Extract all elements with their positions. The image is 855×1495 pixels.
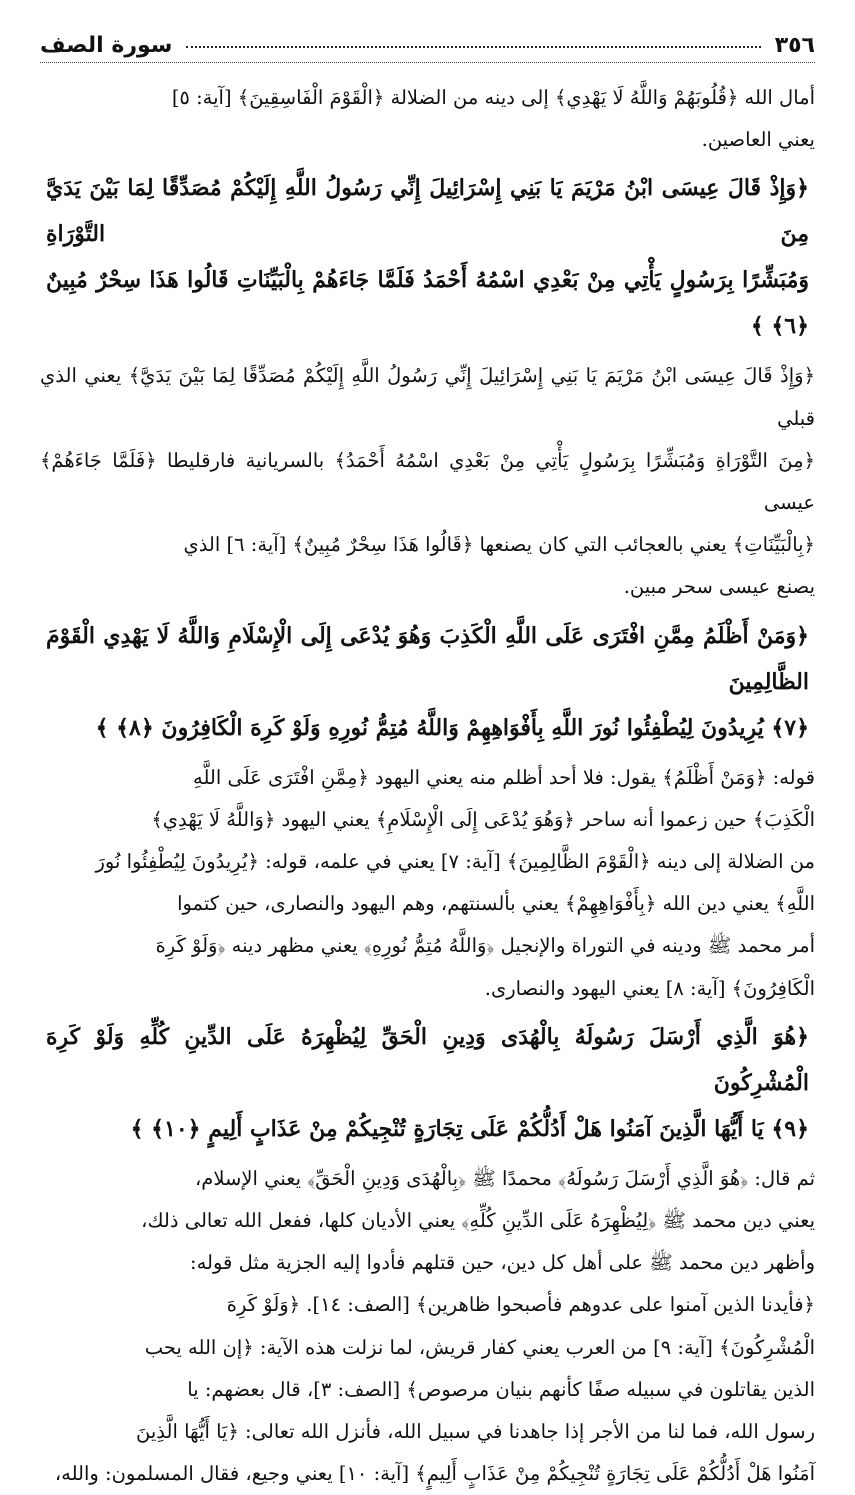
page-header bbox=[40, 18, 815, 63]
surah-title: سورة الصف bbox=[40, 33, 173, 58]
text-line: الْكَافِرُونَ﴾ [آية: ٨] يعني اليهود والنصارى. bbox=[484, 976, 815, 1000]
commentary-paragraph-3 bbox=[40, 757, 815, 1010]
text-line: ﴿فأيدنا الذين آمنوا على عدوهم فأصبحوا ظاهرين﴾ [الصف: ١٤]. ﴿وَلَوْ كَرِهَ bbox=[226, 1293, 815, 1317]
text-line: ﴿مِنَ التَّوْرَاةِ وَمُبَشِّرًا بِرَسُولٍ يَأْتِي مِنْ بَعْدِي اسْمُهُ أَحْمَدُ﴾ بالسريانية فارقليطا ﴿فَلَمَّا جَاءَهُمْ﴾ عيسى bbox=[40, 448, 815, 515]
text-line: اللَّهِ﴾ يعني دين الله ﴿بِأَفْوَاهِهِمْ﴾ يعني بألسنتهم، وهم اليهود والنصارى، حين كتموا bbox=[177, 892, 815, 916]
text-line: ﴿وَإِذْ قَالَ عِيسَى ابْنُ مَرْيَمَ يَا بَنِي إِسْرَائِيلَ إِنِّي رَسُولُ اللَّهِ إِلَيْكُمْ مُصَدِّقًا لِمَا بَيْنَ يَدَيَّ﴾ يعني الذي قبلي bbox=[40, 364, 815, 430]
text-line: أمر محمد ﷺ ودينه في التوراة والإنجيل ﴿وَاللَّهُ مُتِمُّ نُورِهِ﴾ يعني مظهر دينه ﴿وَلَوْ كَرِهَ bbox=[155, 934, 815, 958]
quran-verses-6 bbox=[40, 165, 815, 349]
text-line: ﴿بِالْبَيِّنَاتِ﴾ يعني بالعجائب التي كان يصنعها ﴿قَالُوا هَذَا سِحْرٌ مُبِينٌ﴾ [آية: ٦] الذي bbox=[183, 533, 815, 557]
text-line: رسول الله، فما لنا من الأجر إذا جاهدنا في سبيل الله، فأنزل الله تعالى: ﴿يَا أَيُّهَا الَّذِينَ bbox=[136, 1420, 815, 1444]
commentary-paragraph-4 bbox=[40, 1158, 815, 1495]
page-number: ٣٥٦ bbox=[774, 33, 815, 58]
text-line: وأظهر دين محمد ﷺ على أهل كل دين، حين قتلهم فأدوا إليه الجزية مثل قوله: bbox=[190, 1251, 815, 1275]
text-line: يعني دين محمد ﷺ ﴿لِيُظْهِرَهُ عَلَى الدِّينِ كُلِّهِ﴾ يعني الأديان كلها، ففعل الله تعالى ذلك، bbox=[141, 1209, 815, 1233]
text-line: يصنع عيسى سحر مبين. bbox=[623, 575, 815, 599]
text-line: آمَنُوا هَلْ أَدُلُّكُمْ عَلَى تِجَارَةٍ تُنْجِيكُمْ مِنْ عَذَابٍ أَلِيمٍ﴾ [آية: ١٠] يعني وجيع، فقال المسلمون: والله، bbox=[54, 1462, 815, 1486]
quran-verses-7-8 bbox=[40, 613, 815, 751]
verse-line: ﴿٧﴾ يُرِيدُونَ لِيُطْفِئُوا نُورَ اللَّهِ بِأَفْوَاهِهِمْ وَاللَّهُ مُتِمُّ نُورِهِ وَلَوْ كَرِهَ الْكَافِرُونَ ﴿٨﴾ ﴾ bbox=[95, 714, 809, 741]
text-line: الْمُشْرِكُونَ﴾ [آية: ٩] من العرب يعني كفار قريش، لما نزلت هذه الآية: ﴿إن الله يحب bbox=[144, 1335, 815, 1359]
commentary-paragraph-2 bbox=[40, 355, 815, 608]
commentary-paragraph-1 bbox=[40, 77, 815, 161]
text-line: قوله: ﴿وَمَنْ أَظْلَمُ﴾ يقول: فلا أحد أظلم منه يعني اليهود ﴿مِمَّنِ افْتَرَى عَلَى اللَّهِ bbox=[192, 765, 815, 789]
header-dotted-leader bbox=[186, 46, 760, 48]
verse-line: ﴿وَمَنْ أَظْلَمُ مِمَّنِ افْتَرَى عَلَى اللَّهِ الْكَذِبَ وَهُوَ يُدْعَى إِلَى الْإِسْلَامِ وَاللَّهُ لَا يَهْدِي الْقَوْمَ الظَّالِمِينَ bbox=[46, 622, 809, 695]
verse-line: ﴿وَإِذْ قَالَ عِيسَى ابْنُ مَرْيَمَ يَا بَنِي إِسْرَائِيلَ إِنِّي رَسُولُ اللَّهِ إِلَيْكُمْ مُصَدِّقًا لِمَا بَيْنَ يَدَيَّ مِنَ التَّوْرَاةِ bbox=[46, 175, 809, 248]
text-line: الْكَذِبَ﴾ حين زعموا أنه ساحر ﴿وَهُوَ يُدْعَى إِلَى الْإِسْلَامِ﴾ يعني اليهود ﴿وَاللَّهُ لَا يَهْدِي﴾ bbox=[151, 807, 815, 831]
text-line: الذين يقاتلون في سبيله صفًا كأنهم بنيان مرصوص﴾ [الصف: ٣]، قال بعضهم: يا bbox=[187, 1377, 815, 1401]
text-line: أمال الله ﴿قُلُوبَهُمْ وَاللَّهُ لَا يَهْدِي﴾ إلى دينه من الضلالة ﴿الْقَوْمَ الْفَاسِقِينَ﴾ [آية: ٥] bbox=[171, 86, 815, 109]
text-line: من الضلالة إلى دينه ﴿الْقَوْمَ الظَّالِمِينَ﴾ [آية: ٧] يعني في علمه، قوله: ﴿يُرِيدُونَ لِيُطْفِئُوا نُورَ bbox=[95, 850, 815, 874]
quran-verses-9-10 bbox=[40, 1014, 815, 1152]
verse-line: ﴿هُوَ الَّذِي أَرْسَلَ رَسُولَهُ بِالْهُدَى وَدِينِ الْحَقِّ لِيُظْهِرَهُ عَلَى الدِّينِ كُلِّهِ وَلَوْ كَرِهَ الْمُشْرِكُونَ bbox=[46, 1023, 809, 1096]
text-line: يعني العاصين. bbox=[701, 128, 815, 152]
verse-line: وَمُبَشِّرًا بِرَسُولٍ يَأْتِي مِنْ بَعْدِي اسْمُهُ أَحْمَدُ فَلَمَّا جَاءَهُمْ بِالْبَيِّنَاتِ قَالُوا هَذَا سِحْرٌ مُبِينٌ ﴿٦﴾ ﴾ bbox=[46, 267, 809, 340]
page-content bbox=[40, 77, 815, 1495]
verse-line: ﴿٩﴾ يَا أَيُّهَا الَّذِينَ آمَنُوا هَلْ أَدُلُّكُمْ عَلَى تِجَارَةٍ تُنْجِيكُمْ مِنْ عَذَابٍ أَلِيمٍ ﴿١٠﴾ ﴾ bbox=[130, 1115, 809, 1142]
text-line: ثم قال: ﴿هُوَ الَّذِي أَرْسَلَ رَسُولَهُ﴾ محمدًا ﷺ ﴿بِالْهُدَى وَدِينِ الْحَقِّ﴾ يعني الإسلام، bbox=[195, 1166, 815, 1190]
